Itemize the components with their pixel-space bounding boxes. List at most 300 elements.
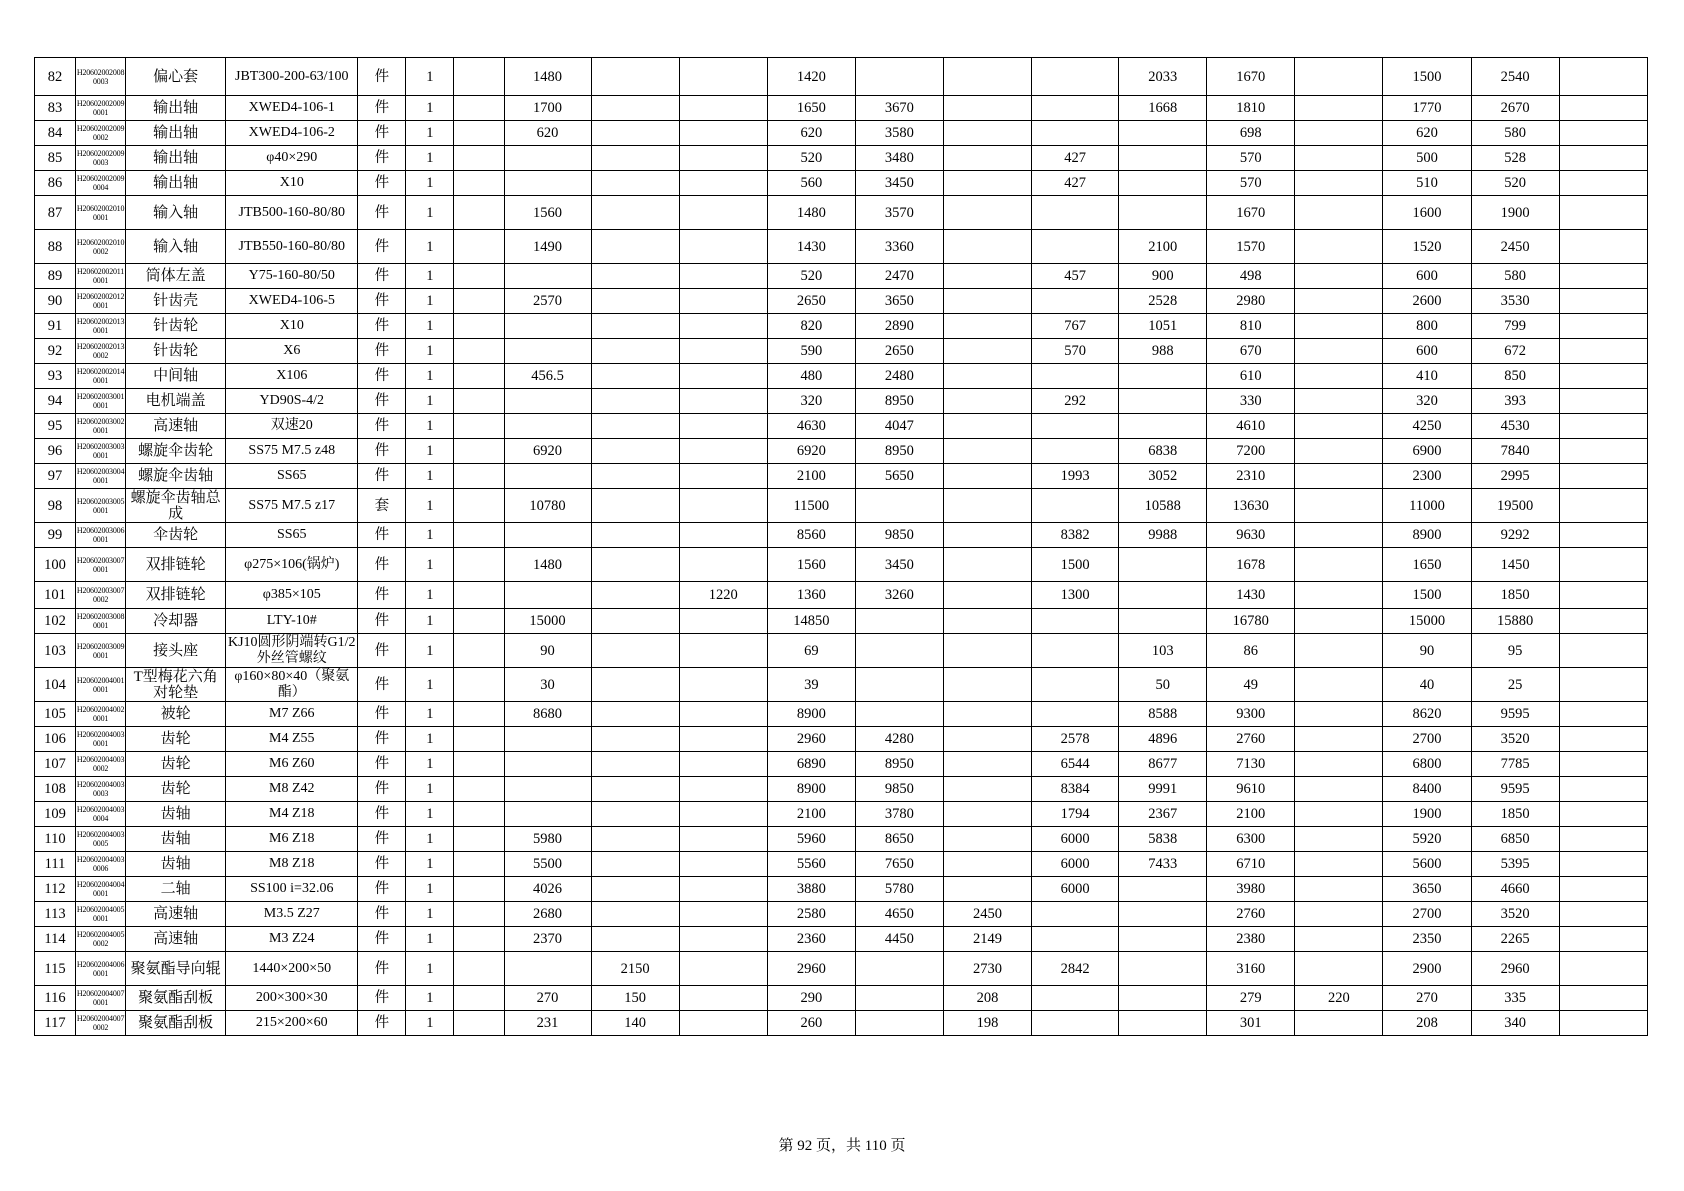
price-col-3: [591, 852, 679, 877]
item-spec: M3.5 Z27: [226, 902, 358, 927]
price-col-14: [1559, 927, 1647, 952]
price-col-1: [454, 264, 504, 289]
price-col-14: [1559, 289, 1647, 314]
price-col-14: [1559, 489, 1647, 523]
price-col-14: [1559, 852, 1647, 877]
price-col-13: 9595: [1471, 702, 1559, 727]
row-number: 115: [35, 952, 76, 986]
price-col-11: [1295, 877, 1383, 902]
price-col-1: [454, 96, 504, 121]
price-col-13: 3530: [1471, 289, 1559, 314]
price-col-11: [1295, 927, 1383, 952]
price-col-10: 7200: [1207, 439, 1295, 464]
price-col-12: 90: [1383, 634, 1471, 668]
item-code: H20602002011 0001: [76, 264, 126, 289]
item-name: 高速轴: [126, 414, 226, 439]
item-code: H20602004003 0004: [76, 802, 126, 827]
table-row: [35, 389, 1648, 414]
price-col-10: 6300: [1207, 827, 1295, 852]
price-col-5: 5960: [767, 827, 855, 852]
price-col-9: [1119, 609, 1207, 634]
price-col-14: [1559, 827, 1647, 852]
price-col-5: 6920: [767, 439, 855, 464]
price-col-7: [943, 727, 1031, 752]
table-row: [35, 877, 1648, 902]
price-col-13: 15880: [1471, 609, 1559, 634]
price-col-3: [591, 264, 679, 289]
unit: 件: [358, 827, 406, 852]
quantity: 1: [406, 902, 454, 927]
item-code: H20602002008 0003: [76, 58, 126, 96]
price-col-8: [1032, 702, 1119, 727]
table-row: [35, 727, 1648, 752]
item-code: H20602004007 0001: [76, 986, 126, 1011]
price-col-10: 9300: [1207, 702, 1295, 727]
price-col-8: [1032, 986, 1119, 1011]
price-col-9: [1119, 146, 1207, 171]
price-col-14: [1559, 634, 1647, 668]
table-row: [35, 121, 1648, 146]
price-col-4: [679, 902, 767, 927]
price-col-1: [454, 902, 504, 927]
item-spec: JBT300-200-63/100: [226, 58, 358, 96]
price-col-2: [504, 146, 591, 171]
row-number: 109: [35, 802, 76, 827]
unit: 件: [358, 264, 406, 289]
price-col-8: [1032, 230, 1119, 264]
price-col-5: 1360: [767, 582, 855, 609]
item-name: 双排链轮: [126, 582, 226, 609]
price-col-13: 1900: [1471, 196, 1559, 230]
price-col-8: 1500: [1032, 548, 1119, 582]
quantity: 1: [406, 339, 454, 364]
price-col-6: 3360: [855, 230, 943, 264]
unit: 件: [358, 58, 406, 96]
unit: 件: [358, 196, 406, 230]
price-col-14: [1559, 389, 1647, 414]
price-col-4: [679, 439, 767, 464]
price-col-6: [855, 986, 943, 1011]
item-spec: M6 Z18: [226, 827, 358, 852]
table-row: [35, 414, 1648, 439]
price-col-5: 290: [767, 986, 855, 1011]
price-col-9: 3052: [1119, 464, 1207, 489]
price-col-12: 4250: [1383, 414, 1471, 439]
item-code: H20602002009 0001: [76, 96, 126, 121]
price-col-3: [591, 877, 679, 902]
table-row: [35, 634, 1648, 668]
table-row: [35, 777, 1648, 802]
price-col-12: 208: [1383, 1011, 1471, 1036]
price-col-11: [1295, 952, 1383, 986]
item-spec: SS100 i=32.06: [226, 877, 358, 902]
price-col-14: [1559, 986, 1647, 1011]
price-col-11: [1295, 314, 1383, 339]
item-code: H20602003006 0001: [76, 523, 126, 548]
price-col-1: [454, 230, 504, 264]
price-col-1: [454, 414, 504, 439]
price-col-11: [1295, 414, 1383, 439]
price-col-2: 90: [504, 634, 591, 668]
item-code: H20602002013 0001: [76, 314, 126, 339]
item-name: 齿轮: [126, 777, 226, 802]
price-col-10: 570: [1207, 146, 1295, 171]
quantity: 1: [406, 389, 454, 414]
price-col-11: [1295, 777, 1383, 802]
price-col-10: 1570: [1207, 230, 1295, 264]
row-number: 113: [35, 902, 76, 927]
price-col-1: [454, 146, 504, 171]
price-col-8: 6544: [1032, 752, 1119, 777]
price-col-1: [454, 196, 504, 230]
price-col-2: 1480: [504, 548, 591, 582]
price-col-9: 50: [1119, 668, 1207, 702]
price-col-8: [1032, 121, 1119, 146]
price-col-12: 1500: [1383, 58, 1471, 96]
price-col-11: [1295, 827, 1383, 852]
price-col-2: [504, 314, 591, 339]
price-col-12: 1500: [1383, 582, 1471, 609]
price-col-2: 30: [504, 668, 591, 702]
price-col-4: [679, 314, 767, 339]
item-code: H20602004007 0002: [76, 1011, 126, 1036]
price-col-7: [943, 523, 1031, 548]
price-col-13: 9292: [1471, 523, 1559, 548]
price-col-8: 6000: [1032, 877, 1119, 902]
price-col-11: [1295, 634, 1383, 668]
price-col-10: 670: [1207, 339, 1295, 364]
price-col-9: 5838: [1119, 827, 1207, 852]
table-row: [35, 96, 1648, 121]
price-col-12: 2350: [1383, 927, 1471, 952]
price-col-5: 1480: [767, 196, 855, 230]
table-row: [35, 196, 1648, 230]
unit: 件: [358, 986, 406, 1011]
price-col-13: 4660: [1471, 877, 1559, 902]
price-col-10: 1670: [1207, 58, 1295, 96]
price-col-13: 2265: [1471, 927, 1559, 952]
price-col-2: 15000: [504, 609, 591, 634]
price-col-9: 988: [1119, 339, 1207, 364]
item-spec: X10: [226, 314, 358, 339]
item-spec: M3 Z24: [226, 927, 358, 952]
price-col-10: 610: [1207, 364, 1295, 389]
price-col-6: [855, 668, 943, 702]
row-number: 111: [35, 852, 76, 877]
row-number: 87: [35, 196, 76, 230]
unit: 件: [358, 96, 406, 121]
price-col-11: [1295, 802, 1383, 827]
price-col-6: 2890: [855, 314, 943, 339]
item-code: H20602002009 0004: [76, 171, 126, 196]
quantity: 1: [406, 852, 454, 877]
quantity: 1: [406, 609, 454, 634]
item-name: 高速轴: [126, 927, 226, 952]
price-col-3: [591, 171, 679, 196]
price-col-3: [591, 777, 679, 802]
item-code: H20602002009 0003: [76, 146, 126, 171]
table-row: [35, 146, 1648, 171]
price-col-8: [1032, 668, 1119, 702]
row-number: 91: [35, 314, 76, 339]
price-col-7: [943, 752, 1031, 777]
price-col-6: 3260: [855, 582, 943, 609]
item-spec: φ160×80×40（聚氨酯）: [226, 668, 358, 702]
item-name: 输出轴: [126, 121, 226, 146]
row-number: 108: [35, 777, 76, 802]
price-col-2: [504, 727, 591, 752]
price-col-1: [454, 121, 504, 146]
price-col-8: 1794: [1032, 802, 1119, 827]
price-col-12: 1650: [1383, 548, 1471, 582]
item-spec: M8 Z42: [226, 777, 358, 802]
price-col-4: [679, 852, 767, 877]
price-col-2: [504, 171, 591, 196]
price-col-11: [1295, 196, 1383, 230]
price-col-11: [1295, 489, 1383, 523]
price-col-8: [1032, 1011, 1119, 1036]
item-spec: Y75-160-80/50: [226, 264, 358, 289]
price-col-2: 456.5: [504, 364, 591, 389]
row-number: 96: [35, 439, 76, 464]
price-col-8: 8384: [1032, 777, 1119, 802]
row-number: 116: [35, 986, 76, 1011]
price-col-11: [1295, 668, 1383, 702]
table-row: [35, 582, 1648, 609]
price-col-7: [943, 289, 1031, 314]
price-col-7: 2450: [943, 902, 1031, 927]
row-number: 85: [35, 146, 76, 171]
price-col-13: 25: [1471, 668, 1559, 702]
price-col-8: [1032, 414, 1119, 439]
unit: 件: [358, 146, 406, 171]
price-col-14: [1559, 314, 1647, 339]
price-col-4: [679, 364, 767, 389]
price-col-3: [591, 548, 679, 582]
price-col-3: 140: [591, 1011, 679, 1036]
price-col-10: 7130: [1207, 752, 1295, 777]
price-col-13: 3520: [1471, 727, 1559, 752]
row-number: 101: [35, 582, 76, 609]
table-row: [35, 927, 1648, 952]
price-col-11: [1295, 146, 1383, 171]
price-col-14: [1559, 802, 1647, 827]
quantity: 1: [406, 439, 454, 464]
item-spec: JTB500-160-80/80: [226, 196, 358, 230]
price-col-6: [855, 609, 943, 634]
price-col-7: [943, 702, 1031, 727]
price-col-6: [855, 1011, 943, 1036]
price-col-13: 4530: [1471, 414, 1559, 439]
price-col-1: [454, 439, 504, 464]
price-col-13: 2540: [1471, 58, 1559, 96]
price-col-7: [943, 230, 1031, 264]
price-col-2: 231: [504, 1011, 591, 1036]
price-col-1: [454, 389, 504, 414]
quantity: 1: [406, 877, 454, 902]
item-spec: KJ10圆形阴端转G1/2外丝管螺纹: [226, 634, 358, 668]
price-col-1: [454, 489, 504, 523]
item-code: H20602002009 0002: [76, 121, 126, 146]
item-name: 冷却器: [126, 609, 226, 634]
unit: 件: [358, 877, 406, 902]
price-col-4: [679, 952, 767, 986]
price-col-14: [1559, 339, 1647, 364]
quantity: 1: [406, 414, 454, 439]
quantity: 1: [406, 752, 454, 777]
row-number: 92: [35, 339, 76, 364]
price-col-7: [943, 777, 1031, 802]
price-col-3: [591, 802, 679, 827]
row-number: 88: [35, 230, 76, 264]
price-col-14: [1559, 464, 1647, 489]
price-col-5: 4630: [767, 414, 855, 439]
price-col-4: [679, 58, 767, 96]
item-name: 针齿壳: [126, 289, 226, 314]
price-col-11: [1295, 289, 1383, 314]
price-col-8: 2578: [1032, 727, 1119, 752]
price-col-10: 570: [1207, 171, 1295, 196]
price-col-7: [943, 339, 1031, 364]
price-col-3: [591, 902, 679, 927]
price-col-12: 410: [1383, 364, 1471, 389]
item-code: H20602004003 0002: [76, 752, 126, 777]
price-col-7: [943, 389, 1031, 414]
price-col-7: [943, 264, 1031, 289]
quantity: 1: [406, 314, 454, 339]
price-col-4: [679, 96, 767, 121]
quantity: 1: [406, 264, 454, 289]
price-col-4: [679, 230, 767, 264]
table-row: [35, 289, 1648, 314]
price-col-5: 520: [767, 146, 855, 171]
item-code: H20602003009 0001: [76, 634, 126, 668]
table-body: [35, 58, 1648, 1036]
quantity: 1: [406, 668, 454, 702]
price-col-10: 6710: [1207, 852, 1295, 877]
price-col-11: [1295, 439, 1383, 464]
price-col-1: [454, 609, 504, 634]
item-name: 高速轴: [126, 902, 226, 927]
price-col-6: 3650: [855, 289, 943, 314]
price-col-6: 4280: [855, 727, 943, 752]
price-col-3: [591, 634, 679, 668]
price-col-11: [1295, 230, 1383, 264]
price-col-7: [943, 96, 1031, 121]
price-col-4: [679, 489, 767, 523]
price-col-10: 2980: [1207, 289, 1295, 314]
price-col-11: [1295, 389, 1383, 414]
price-col-1: [454, 58, 504, 96]
price-col-3: [591, 58, 679, 96]
price-col-1: [454, 523, 504, 548]
price-col-12: 1900: [1383, 802, 1471, 827]
price-col-12: 6800: [1383, 752, 1471, 777]
item-spec: XWED4-106-1: [226, 96, 358, 121]
price-col-6: 3480: [855, 146, 943, 171]
price-col-8: 457: [1032, 264, 1119, 289]
price-col-6: [855, 58, 943, 96]
quantity: 1: [406, 986, 454, 1011]
price-col-13: 2960: [1471, 952, 1559, 986]
price-col-4: [679, 121, 767, 146]
unit: 件: [358, 339, 406, 364]
item-name: 输出轴: [126, 171, 226, 196]
price-col-5: 3880: [767, 877, 855, 902]
item-name: 输入轴: [126, 196, 226, 230]
price-col-3: [591, 289, 679, 314]
price-col-14: [1559, 230, 1647, 264]
quantity: 1: [406, 58, 454, 96]
price-col-9: [1119, 121, 1207, 146]
price-col-4: [679, 389, 767, 414]
price-col-3: [591, 196, 679, 230]
price-col-12: 510: [1383, 171, 1471, 196]
price-col-10: 301: [1207, 1011, 1295, 1036]
item-spec: M7 Z66: [226, 702, 358, 727]
table-row: [35, 702, 1648, 727]
item-code: H20602003004 0001: [76, 464, 126, 489]
price-col-7: [943, 146, 1031, 171]
price-col-1: [454, 852, 504, 877]
price-col-5: 2650: [767, 289, 855, 314]
table-row: [35, 523, 1648, 548]
price-col-13: 3520: [1471, 902, 1559, 927]
item-spec: X10: [226, 171, 358, 196]
item-code: H20602002014 0001: [76, 364, 126, 389]
price-col-5: 1650: [767, 96, 855, 121]
price-col-9: [1119, 877, 1207, 902]
quantity: 1: [406, 548, 454, 582]
price-col-7: [943, 58, 1031, 96]
row-number: 102: [35, 609, 76, 634]
price-col-11: [1295, 121, 1383, 146]
unit: 件: [358, 752, 406, 777]
row-number: 104: [35, 668, 76, 702]
quantity: 1: [406, 364, 454, 389]
price-col-4: [679, 464, 767, 489]
price-col-8: 2842: [1032, 952, 1119, 986]
unit: 件: [358, 582, 406, 609]
price-col-3: [591, 927, 679, 952]
quantity: 1: [406, 230, 454, 264]
price-col-7: [943, 609, 1031, 634]
row-number: 114: [35, 927, 76, 952]
row-number: 90: [35, 289, 76, 314]
price-col-2: 5980: [504, 827, 591, 852]
table-row: [35, 314, 1648, 339]
price-col-3: [591, 121, 679, 146]
price-col-10: 2380: [1207, 927, 1295, 952]
price-col-10: 4610: [1207, 414, 1295, 439]
unit: 件: [358, 1011, 406, 1036]
item-spec: XWED4-106-2: [226, 121, 358, 146]
item-spec: SS75 M7.5 z17: [226, 489, 358, 523]
item-code: H20602004002 0001: [76, 702, 126, 727]
price-col-12: 2600: [1383, 289, 1471, 314]
price-col-1: [454, 364, 504, 389]
row-number: 83: [35, 96, 76, 121]
price-col-11: [1295, 339, 1383, 364]
quantity: 1: [406, 146, 454, 171]
row-number: 95: [35, 414, 76, 439]
price-col-7: [943, 877, 1031, 902]
item-spec: φ275×106(锅炉): [226, 548, 358, 582]
price-col-2: 8680: [504, 702, 591, 727]
price-col-10: 2310: [1207, 464, 1295, 489]
item-spec: M4 Z18: [226, 802, 358, 827]
price-col-13: 7840: [1471, 439, 1559, 464]
